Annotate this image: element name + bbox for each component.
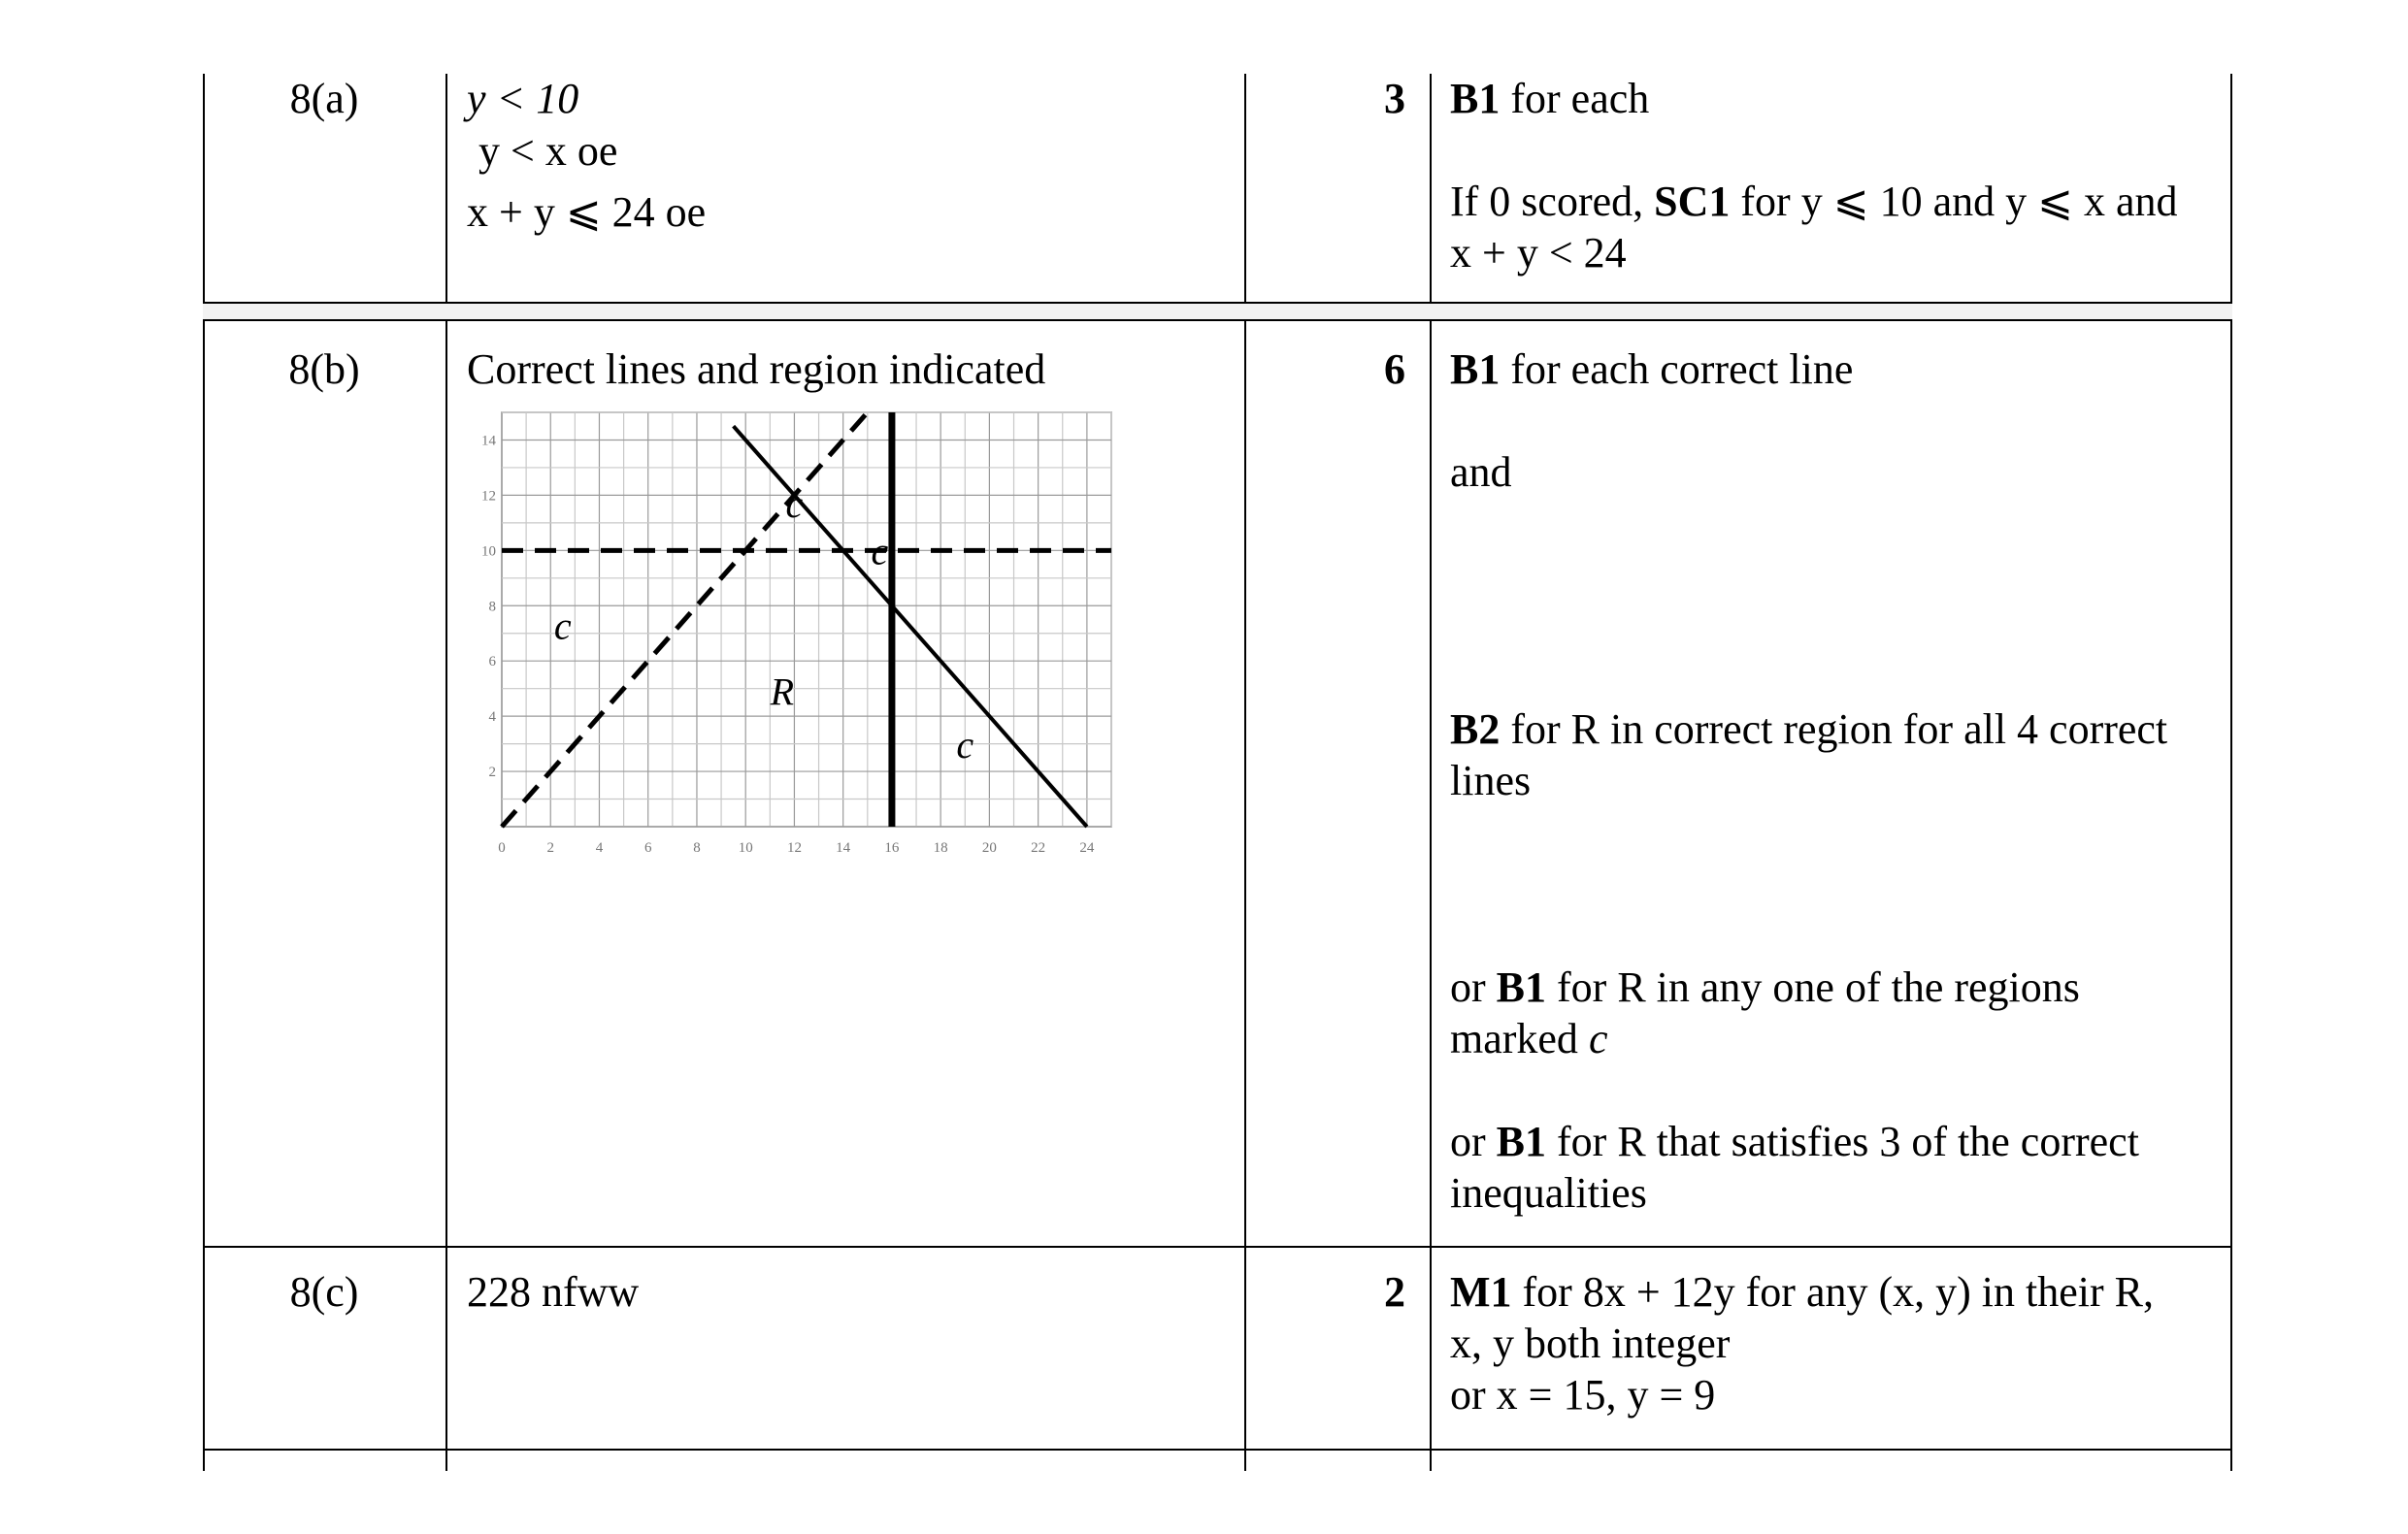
- x-tick-label: 22: [1031, 840, 1046, 856]
- y-tick-label: 2: [488, 765, 496, 781]
- guidance-text: [1450, 1117, 2139, 1167]
- guidance-italic: c: [1588, 1015, 1608, 1062]
- guidance-bold: B1: [1450, 75, 1501, 122]
- answer-line: y < 10: [467, 75, 579, 122]
- row-separator-band: [203, 304, 2232, 319]
- guidance-span: for R in correct region for all 4 correct: [1500, 705, 2168, 753]
- guidance-text: [1450, 1267, 2154, 1318]
- answer-line: x + y ⩽ 24 oe: [467, 188, 707, 236]
- guidance-bold: SC1: [1654, 178, 1731, 225]
- marks-value: 3: [1384, 75, 1405, 122]
- question-number: 8(c): [289, 1268, 359, 1316]
- x-tick-label: 18: [933, 840, 948, 856]
- guidance-bold: B1: [1496, 1118, 1547, 1165]
- y-tick-label: 4: [488, 709, 496, 726]
- x-tick-label: 4: [595, 840, 604, 856]
- graph-frame: [502, 412, 1111, 827]
- guidance-text: [1450, 963, 2080, 1013]
- guidance-text: [1450, 74, 1649, 124]
- graph-grid: [502, 412, 1111, 827]
- column-divider-3: [1430, 74, 1432, 1471]
- guidance-bold: B1: [1450, 345, 1501, 393]
- row-divider-b: [203, 1246, 2232, 1248]
- row-divider-c: [203, 1449, 2232, 1451]
- guidance-span: for each: [1500, 75, 1650, 122]
- y-tick-label: 8: [488, 599, 496, 615]
- x-tick-label: 2: [546, 840, 554, 856]
- marks-value: 6: [1384, 345, 1405, 393]
- guidance-text: or x = 15, y = 9: [1450, 1371, 1716, 1419]
- guidance-text: [1450, 177, 2178, 227]
- guidance-text: [1450, 1014, 1607, 1064]
- x-tick-label: 16: [884, 840, 900, 856]
- question-number: 8(b): [288, 345, 360, 393]
- guidance-span: or: [1450, 1118, 1497, 1165]
- x-tick-label: 20: [981, 840, 997, 856]
- guidance-text: [1450, 704, 2167, 755]
- region-label: c: [553, 604, 572, 648]
- x-tick-label: 24: [1079, 840, 1095, 856]
- y-tick-label: 12: [481, 488, 496, 505]
- answer-text: Correct lines and region indicated: [467, 345, 1046, 393]
- y-tick-label: 14: [481, 433, 496, 449]
- guidance-span: for 8x + 12y for any (x, y) in their R,: [1511, 1268, 2154, 1316]
- row-divider-a-bottom: [203, 319, 2232, 321]
- x-tick-label: 0: [498, 840, 506, 856]
- x-tick-label: 10: [738, 840, 753, 856]
- table-border-right: [2230, 74, 2232, 1471]
- region-label: c: [871, 529, 889, 573]
- guidance-bold: B2: [1450, 705, 1501, 753]
- guidance-span: or: [1450, 963, 1497, 1011]
- guidance-span: marked: [1450, 1015, 1589, 1062]
- guidance-span: for y ⩽ 10 and y ⩽ x and: [1730, 178, 2178, 225]
- table-border-left: [203, 74, 205, 1471]
- answer-line: y < x oe: [478, 127, 618, 175]
- guidance-span: for each correct line: [1500, 345, 1854, 393]
- x-tick-label: 8: [693, 840, 701, 856]
- marks-value: 2: [1384, 1268, 1405, 1316]
- x-tick-label: 12: [786, 840, 802, 856]
- guidance-text: x, y both integer: [1450, 1320, 1731, 1367]
- inequality-graph: [466, 378, 1106, 864]
- row-divider-a-top: [203, 302, 2232, 304]
- region-label: c: [956, 722, 974, 767]
- guidance-text: x + y < 24: [1450, 229, 1627, 277]
- guidance-span: for R in any one of the regions: [1546, 963, 2080, 1011]
- guidance-span: for R that satisfies 3 of the correct: [1546, 1118, 2139, 1165]
- question-number: 8(a): [289, 75, 359, 122]
- guidance-text: lines: [1450, 757, 1532, 804]
- guidance-bold: B1: [1496, 963, 1547, 1011]
- y-tick-label: 6: [488, 654, 496, 670]
- guidance-span: If 0 scored,: [1450, 178, 1655, 225]
- answer-text: 228 nfww: [467, 1268, 640, 1316]
- guidance-text: inequalities: [1450, 1169, 1647, 1217]
- region-label: c: [785, 482, 804, 527]
- guidance-bold: M1: [1450, 1268, 1512, 1316]
- x-tick-label: 14: [836, 840, 851, 856]
- column-divider-2: [1244, 74, 1246, 1471]
- region-label: R: [770, 669, 795, 714]
- column-divider-1: [445, 74, 447, 1471]
- y-tick-label: 10: [481, 543, 496, 560]
- guidance-text: [1450, 344, 1853, 395]
- x-tick-label: 6: [643, 840, 652, 856]
- guidance-text: and: [1450, 448, 1512, 496]
